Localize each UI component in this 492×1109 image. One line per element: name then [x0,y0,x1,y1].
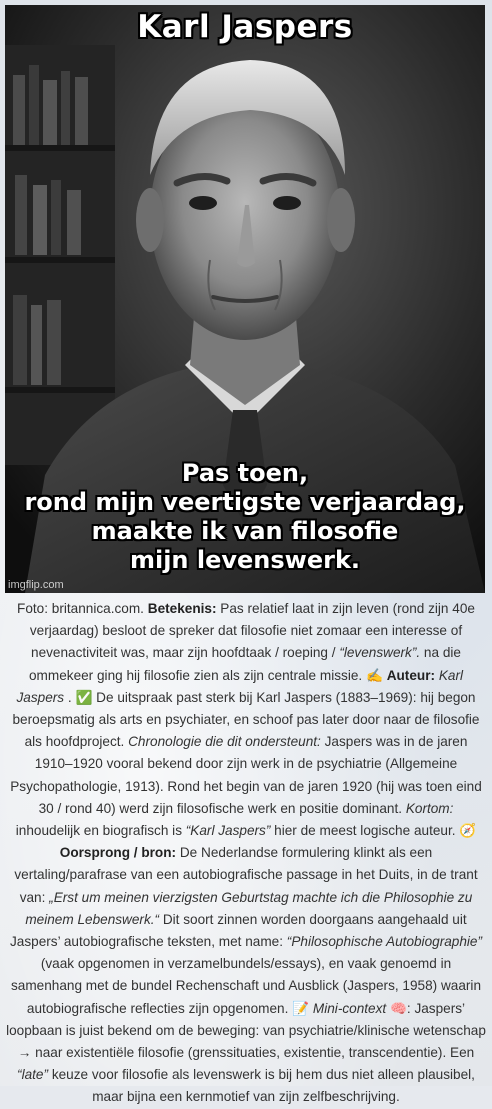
oorsprong-label: Oorsprong / bron: [59,845,177,861]
levenswerk-quote: “levenswerk”. [339,645,421,661]
brain-icon: 🧠 [389,1000,407,1016]
meme-title: Karl Jaspers [137,9,353,45]
german-quote: „Erst um meinen vierzigsten Geburtstag machte ich die Philosophie zu meinem Lebenswerk.“ [25,889,473,927]
autobiography-title: “Philosophische Autobiographie” [286,934,483,950]
compass-icon: 🧭 [459,823,477,839]
final-text: keuze voor filosofie als levenswerk is bij hem dus niet alleen plausibel, maar bijna een kernmotief van zijn zelfbeschrijving. [51,1067,475,1105]
chronologie-text: Jaspers was in de jaren 1910–1920 vooral bekend door zijn werk in de psychiatrie (Allgemeine Psychopathologie, 1913). Rond het begin van de jaren 1920 (hij was toen eind 30 / rond 40) werd zijn filosofische werk en positie dominant. [10,734,482,816]
mini-context-label: Mini-context [312,1000,387,1016]
kortom-quote: “Karl Jaspers” [185,823,271,839]
betekenis-text-b: na die ommekeer ging hij filosofie zien als zijn centrale missie. [29,645,461,683]
auteur-name: Karl Jaspers [16,667,463,705]
auteur-label: Auteur: [386,667,436,683]
caption-line: rond mijn veertigste verjaardag, [24,488,466,516]
article-text: Foto: britannica.com. Betekenis: Pas relatief laat in zijn leven (rond zijn 40e verjaardag) besloot de spreker dat filosofie niet zomaar een interesse of nevenactiviteit was, maar zijn hoofdtaak / roeping / “levenswerk”. na die ommekeer ging hij filosofie zien als zijn centrale missie. ✍️ Auteur: Karl Jaspers . ✅ De uitspraak past sterk bij Karl Jaspers (1883–1969): hij begon beroepsmatig als arts en psychiater, en schoof pas later door naar de filosofie als hoofdproject. Chronologie die dit ondersteunt: Jaspers was in de jaren 1910–1920 vooral bekend door zijn werk in de psychiatrie (Allgemeine Psychopathologie, 1913). Rond het begin van de jaren 1920 (hij was toen eind 30 / rond 40) werd zijn filosofische werk en positie dominant. Kortom: inhoudelijk en biografisch is “Karl Jaspers” hier de meest logische auteur. 🧭 Oorsprong / bron: De Nederlandse formulering klinkt als een vertaling/parafrase van een autobiografische passage in het Duits, in de trant van: „Erst um meinen vierzigsten Geburtstag machte ich die Philosophie zu meinem Lebenswerk.“ Dit soort zinnen worden doorgaans aangehaald uit Jaspers’ autobiografische teksten, met name: “Philosophische Autobiographie” (vaak opgenomen in verzamelbundels/essays), en vaak genoemd in samenhang met de bundel Rechenschaft und Ausblick (Jaspers, 1958) waarin autobiografische reflecties zijn opgenomen. 📝 Mini-context 🧠: Jaspers’ loopbaan is juist bekend om de beweging: van psychiatrie/klinische wetenschap → naar existentiële filosofie (grenssituaties, existentie, transcendentie). Een “late” keuze voor filosofie als levenswerk is bij hem dus niet alleen plausibel, maar bijna een kernmotief van zijn zelfbeschrijving. [6,601,486,1105]
dit-soort-text: Dit soort zinnen worden doorgaans aangehaald uit Jaspers’ autobiografische teksten, met name: [9,911,467,950]
late-quote: “late” [17,1067,49,1083]
kortom-text: inhoudelijk en biografisch is [15,823,182,839]
check-text: De uitspraak past sterk bij Karl Jaspers (1883–1969): hij begon beroepsmatig als arts en psychiater, en schoof pas later door naar de filosofie als hoofdproject. [12,689,480,750]
caption-line: mijn levenswerk. [129,546,361,574]
mini-context-text: Jaspers’ loopbaan is juist bekend om de beweging: van psychiatrie/klinische wetenschap → naar existentiële filosofie (grenssituaties, existentie, transcendentie). Een [6,1000,486,1061]
auteur-tail: . [67,689,72,705]
meme-caption [5,459,485,575]
photo-credit: Foto: britannica.com. [17,601,144,616]
betekenis-label: Betekenis: [147,601,217,616]
imgflip-watermark: imgflip.com [8,579,64,591]
oorsprong-text: De Nederlandse formulering klinkt als een vertaling/parafrase van een autobiografische passage in het Duits, in de trant van: [14,845,478,905]
caption-line: Pas toen, [181,459,309,487]
caption-line: maakte ik van filosofie [91,517,399,545]
betekenis-text: Pas relatief laat in zijn leven (rond zijn 40e verjaardag) besloot de spreker dat filosofie niet zomaar een interesse of nevenactiviteit was, maar zijn hoofdtaak / roeping / [29,601,475,661]
kortom-label: Kortom: [405,800,454,816]
memo-icon: 📝 [292,1000,310,1016]
meme-image [5,5,485,593]
chronologie-label: Chronologie die dit ondersteunt: [128,734,321,750]
kortom-text-b: hier de meest logische auteur. [274,823,456,839]
autobiography-text: (vaak opgenomen in verzamelbundels/essays), en vaak genoemd in samenhang met de bundel Rechenschaft und Ausblick (Jaspers, 1958) waarin autobiografische reflecties zijn opgenomen. [10,956,482,1016]
writing-hand-icon: ✍️ [365,667,383,683]
check-mark-icon: ✅ [75,689,93,705]
